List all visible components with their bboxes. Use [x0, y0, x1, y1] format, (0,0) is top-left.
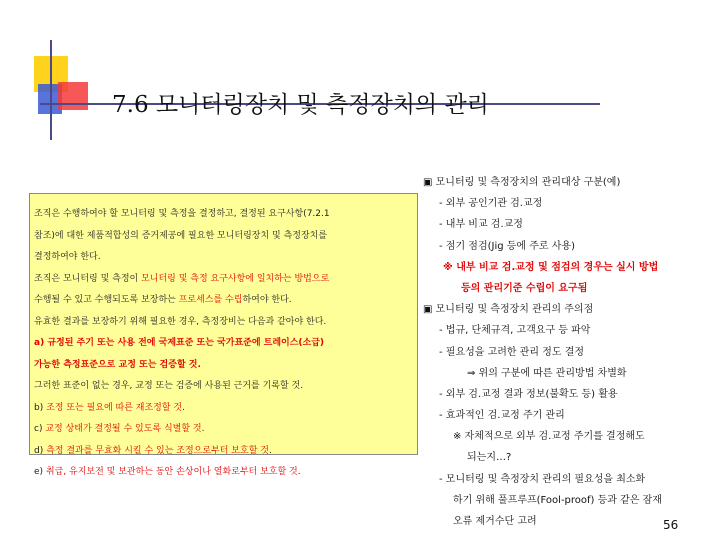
- box-text-highlight: 취급, 유지보전 및 보관하는 동안 손상이나 열화로부터 보호할 것: [45, 467, 298, 477]
- standard-text-box: [29, 193, 418, 477]
- notes-heading: ▣ 모니터링 및 측정장치의 관리대상 구분(예): [423, 177, 621, 188]
- box-text: .: [268, 445, 272, 456]
- box-text-highlight: 교정 상태가 결정될 수 있도록 식별할 것: [45, 424, 202, 434]
- box-line: [34, 419, 413, 441]
- notes-heading: ▣ 모니터링 및 측정장치 관리의 주의점: [423, 304, 594, 316]
- box-line: [34, 269, 413, 291]
- notes-remark: 등의 관리기준 수립이 요구됨: [461, 282, 588, 294]
- box-text: c): [34, 424, 46, 434]
- box-text: e): [34, 467, 46, 477]
- box-line: [34, 290, 413, 312]
- box-text: .: [297, 467, 301, 477]
- notes-remark: ※ 내부 비교 검.교정 및 점검의 경우는 실시 방법: [443, 261, 659, 273]
- box-line-highlight: 가능한 측정표준으로 교정 또는 검증할 것.: [34, 359, 201, 370]
- box-text: 수행될 수 있고 수행되도록 보장하는: [34, 295, 179, 305]
- decor-square-red: [58, 82, 88, 110]
- box-text: 하여야 한다.: [242, 295, 292, 305]
- box-line: 유효한 결과를 보장하기 위해 필요한 경우, 측정장비는 다음과 같아야 한다.: [34, 316, 327, 327]
- box-text-highlight: 측정 결과를 무효화 시킬 수 있는 조정으로부터 보호할 것: [46, 445, 269, 456]
- page-number: 56: [663, 518, 679, 532]
- notes-list: [423, 172, 713, 532]
- notes-item: - 점기 점검(Jig 등에 주로 사용): [439, 240, 575, 252]
- decor-vertical-line: [50, 40, 52, 140]
- notes-item: 오류 제거수단 고려: [453, 516, 537, 527]
- notes-item: 하기 위해 풀프루프(Fool-proof) 등과 같은 잠재: [453, 494, 662, 506]
- notes-item: - 외부 공인기관 검.교정: [439, 198, 543, 210]
- box-line: [34, 398, 413, 420]
- box-text: .: [201, 424, 205, 434]
- box-text-highlight: 모니터링 및 측정 요구사항에 일치하는 방법으로: [141, 273, 330, 284]
- notes-item: - 법규, 단체규격, 고객요구 등 파악: [439, 325, 591, 337]
- box-line: 그러한 표준이 없는 경우, 교정 또는 검증에 사용된 근거를 기록할 것.: [34, 381, 304, 391]
- box-text: .: [182, 402, 185, 413]
- notes-item: - 필요성을 고려한 관리 정도 결정: [439, 346, 585, 358]
- box-text: 조직은 모니터링 및 측정이: [34, 273, 142, 284]
- slide-title: 7.6 모니터링장치 및 측정장치의 관리: [112, 92, 489, 118]
- notes-remark: 되는지…?: [467, 452, 512, 464]
- box-line: [34, 462, 413, 484]
- box-line: 참조)에 대한 제품적합성의 증거제공에 필요한 모니터링장치 및 측정장치를: [34, 230, 328, 241]
- notes-item: - 효과적인 검.교정 주기 관리: [439, 410, 565, 422]
- notes-item: - 모니터링 및 측정장치 관리의 필요성을 최소화: [439, 473, 646, 485]
- box-text-highlight: 조정 또는 필요에 따른 재조정할 것: [46, 402, 183, 413]
- box-text-highlight: 프로세스를 수립: [178, 295, 243, 305]
- notes-item: ⇒ 위의 구분에 따른 관리방법 차별화: [467, 367, 627, 379]
- box-line: 결정하여야 한다.: [34, 252, 101, 262]
- box-line: 조직은 수행하여야 할 모니터링 및 측정을 결정하고, 결정된 요구사항(7.2.1: [34, 209, 330, 219]
- notes-remark: ※ 자체적으로 외부 검.교정 주기를 결정해도: [453, 431, 645, 443]
- notes-item: - 내부 비교 검.교정: [439, 219, 523, 231]
- box-line-highlight: a) 규정된 주기 또는 사용 전에 국제표준 또는 국가표준에 트레이스(소급): [34, 338, 325, 348]
- box-text: b): [34, 402, 47, 413]
- notes-item: - 외부 검.교정 결과 정보(불확도 등) 활용: [439, 388, 618, 400]
- box-line: [34, 441, 413, 463]
- box-text: d): [34, 445, 47, 456]
